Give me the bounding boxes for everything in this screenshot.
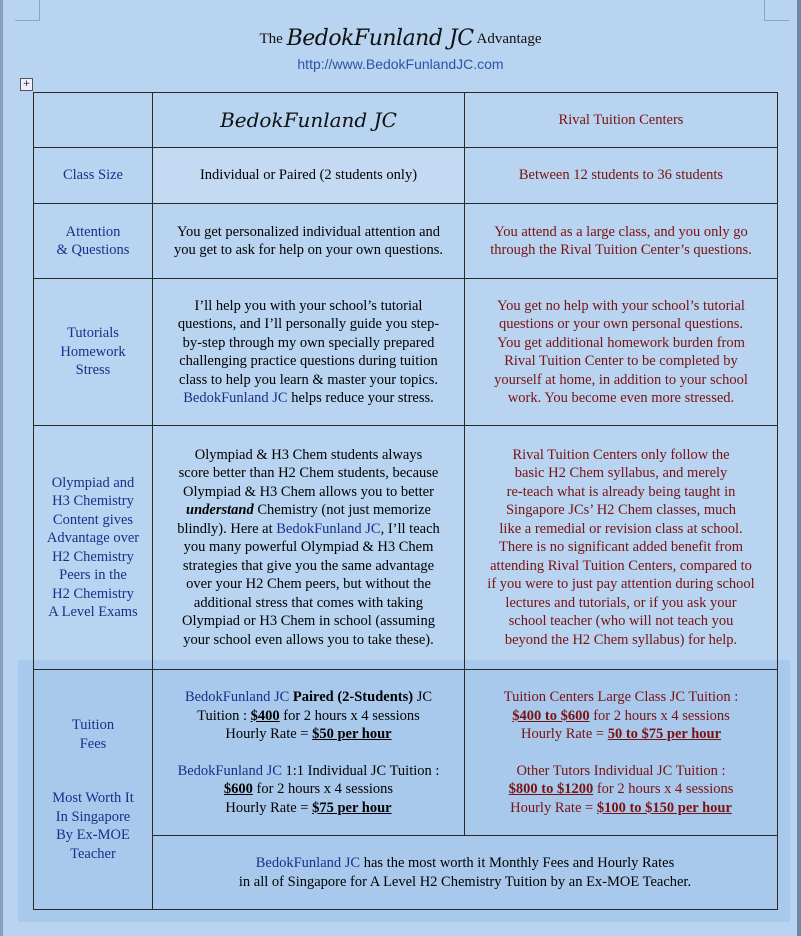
text-fragment: for 2 hours x 4 sessions bbox=[589, 707, 730, 724]
title-suffix: Advantage bbox=[476, 31, 542, 47]
table-header-row bbox=[34, 93, 778, 148]
text-fragment: helps reduce your stress. bbox=[287, 390, 434, 406]
text-line: You get no help with your school’s tutorial bbox=[497, 297, 745, 314]
document-title bbox=[0, 24, 801, 54]
document-header bbox=[0, 24, 801, 74]
table-row-tutorials bbox=[34, 279, 778, 426]
title-prefix: The bbox=[259, 31, 283, 47]
table-row-attention bbox=[34, 204, 778, 279]
text-line bbox=[159, 520, 458, 539]
text-line bbox=[471, 725, 771, 744]
label-line: H2 Chemistry bbox=[52, 548, 134, 565]
rival-fees bbox=[465, 670, 778, 836]
text-line: your school even allows you to take these). bbox=[183, 631, 434, 648]
text-line bbox=[471, 799, 771, 818]
text-line: Olympiad & H3 Chem allows you to better bbox=[183, 483, 434, 500]
rival-individual-rate: $100 to $150 per hour bbox=[596, 799, 732, 816]
text-line: questions or your own personal questions. bbox=[498, 316, 744, 332]
rival-attention bbox=[465, 204, 778, 279]
rival-olympiad bbox=[465, 426, 778, 670]
table-move-handle-icon[interactable]: + bbox=[20, 78, 33, 91]
text-line: I’ll help you with your school’s tutorial bbox=[194, 297, 423, 314]
text-line: beyond the H2 Chem syllabus) for help. bbox=[504, 631, 738, 648]
title-brand: BedokFunland JC bbox=[286, 26, 474, 51]
text-line: work. You become even more stressed. bbox=[507, 390, 735, 406]
text-line: There is no significant added benefit from bbox=[498, 539, 743, 556]
text-line: school teacher (who will not teach you bbox=[508, 613, 734, 630]
text-fragment: for 2 hours x 4 sessions bbox=[252, 781, 394, 797]
label-line: Tuition bbox=[71, 717, 115, 733]
table-row-fees bbox=[34, 670, 778, 836]
page-corner-mark-right bbox=[764, 0, 789, 21]
paired-label: Paired (2-Students) bbox=[289, 689, 414, 705]
text-line: You get personalized individual attention and bbox=[176, 223, 441, 240]
text-line bbox=[159, 688, 458, 707]
text-fragment: 1:1 Individual JC Tuition : bbox=[281, 762, 440, 779]
table-row-class-size bbox=[34, 148, 778, 204]
label-line: In Singapore bbox=[55, 808, 131, 825]
text-line bbox=[471, 707, 771, 726]
brand-olympiad bbox=[153, 426, 465, 670]
text-fragment: has the most worth it Monthly Fees and Hourly Rates bbox=[360, 855, 675, 871]
text-line: over your H2 Chem peers, but without the bbox=[186, 576, 431, 593]
text-line: attending Rival Tuition Centers, compared to bbox=[490, 557, 752, 574]
row-label-attention bbox=[34, 204, 153, 279]
rival-group-fee: $400 to $600 bbox=[512, 707, 590, 724]
window-scrollbar-edge[interactable] bbox=[797, 0, 801, 936]
text-line: score better than H2 Chem students, because bbox=[178, 465, 439, 482]
text-line bbox=[159, 799, 458, 818]
spacer bbox=[40, 753, 146, 771]
label-line: Homework bbox=[60, 343, 126, 360]
spacer bbox=[159, 744, 458, 762]
text-line: Olympiad or H3 Chem in school (assuming bbox=[182, 613, 435, 630]
text-fragment: for 2 hours x 4 sessions bbox=[593, 781, 734, 797]
label-line: Attention bbox=[65, 223, 121, 240]
text-line: in all of Singapore for A Level H2 Chemistry Tuition by an Ex-MOE Teacher. bbox=[238, 873, 692, 890]
inline-brand: BedokFunland JC bbox=[183, 390, 288, 406]
text-line: re-teach what is already being taught in bbox=[506, 483, 736, 500]
text-line: challenging practice questions during tuition bbox=[179, 353, 438, 369]
label-line: Stress bbox=[75, 362, 111, 379]
inline-brand: BedokFunland JC bbox=[184, 689, 290, 705]
text-line bbox=[159, 725, 458, 744]
text-line: Singapore JCs’ H2 Chem classes, much bbox=[505, 502, 737, 519]
text-line: strategies that give you the same advantage bbox=[182, 557, 435, 574]
text-line: Tuition Centers Large Class JC Tuition : bbox=[503, 689, 739, 705]
paired-hourly-rate: $50 per hour bbox=[312, 726, 392, 742]
text-line: additional stress that comes with taking bbox=[193, 594, 424, 611]
text-line bbox=[159, 780, 458, 799]
inline-brand: BedokFunland JC bbox=[255, 855, 361, 871]
label-line: By Ex-MOE bbox=[56, 827, 130, 843]
fees-summary bbox=[153, 836, 778, 910]
text-line: through the Rival Tuition Center’s questions. bbox=[490, 242, 752, 258]
text-line: You attend as a large class, and you only go bbox=[494, 223, 748, 240]
text-line: Other Tutors Individual JC Tuition : bbox=[516, 762, 726, 779]
rival-individual-fee: $800 to $1200 bbox=[508, 781, 594, 797]
text-fragment: Hourly Rate = bbox=[225, 726, 313, 742]
comparison-table bbox=[33, 92, 778, 910]
individual-fee-amount: $600 bbox=[223, 781, 253, 797]
page-corner-mark-left bbox=[15, 0, 40, 21]
label-line: Advantage over bbox=[46, 530, 140, 546]
rival-group-rate: 50 to $75 per hour bbox=[607, 726, 722, 742]
text-line: like a remedial or revision class at school. bbox=[499, 520, 743, 537]
column-header-rival: Rival Tuition Centers bbox=[465, 93, 778, 148]
text-line bbox=[159, 854, 771, 873]
brand-fees bbox=[153, 670, 465, 836]
spacer bbox=[471, 744, 771, 762]
text-fragment: Hourly Rate = bbox=[510, 799, 597, 816]
text-line: basic H2 Chem syllabus, and merely bbox=[514, 465, 728, 482]
text-line bbox=[159, 707, 458, 726]
website-link[interactable]: http://www.BedokFunlandJC.com bbox=[297, 56, 504, 72]
brand-tutorials bbox=[153, 279, 465, 426]
table-row-olympiad bbox=[34, 426, 778, 670]
text-line: Rival Tuition Centers only follow the bbox=[512, 446, 730, 463]
rival-tutorials bbox=[465, 279, 778, 426]
text-fragment: JC bbox=[413, 689, 433, 705]
label-line: Teacher bbox=[70, 845, 116, 862]
row-label-fees bbox=[34, 670, 153, 910]
text-line bbox=[159, 501, 458, 520]
text-line: You get additional homework burden from bbox=[497, 334, 745, 351]
label-line: H2 Chemistry bbox=[52, 585, 134, 602]
label-line: Content gives bbox=[52, 511, 134, 528]
column-header-brand: BedokFunland JC bbox=[153, 93, 465, 148]
text-line: yourself at home, in addition to your school bbox=[494, 371, 748, 388]
text-line bbox=[471, 780, 771, 799]
label-line: Peers in the bbox=[59, 567, 127, 583]
brand-attention bbox=[153, 204, 465, 279]
text-fragment: Chemistry (not just memorize bbox=[253, 502, 431, 519]
label-line: H3 Chemistry bbox=[52, 493, 134, 509]
rival-class-size: Between 12 students to 36 students bbox=[465, 148, 778, 204]
text-line: Olympiad & H3 Chem students always bbox=[194, 446, 423, 463]
text-fragment: , I’ll teach bbox=[380, 520, 440, 537]
spacer bbox=[40, 771, 146, 789]
text-line: you get to ask for help on your own questions. bbox=[173, 242, 444, 258]
inline-brand: BedokFunland JC bbox=[177, 762, 282, 779]
label-line: Olympiad and bbox=[51, 474, 135, 491]
text-fragment: for 2 hours x 4 sessions bbox=[279, 707, 420, 724]
text-fragment: Hourly Rate = bbox=[225, 799, 313, 816]
text-line: Rival Tuition Center to be completed by bbox=[504, 353, 738, 369]
empty-header-cell bbox=[34, 93, 153, 148]
label-line: Tutorials bbox=[67, 325, 119, 342]
emphasis-understand: understand bbox=[186, 502, 254, 519]
label-line: & Questions bbox=[56, 242, 130, 258]
label-line: A Level Exams bbox=[48, 604, 138, 620]
label-line: Fees bbox=[79, 735, 107, 752]
text-line: you many powerful Olympiad & H3 Chem bbox=[183, 539, 434, 556]
text-line bbox=[159, 389, 458, 408]
text-line: by-step through my own specially prepared bbox=[182, 334, 435, 351]
paired-fee-amount: $400 bbox=[250, 707, 280, 724]
brand-class-size: Individual or Paired (2 students only) bbox=[153, 148, 465, 204]
text-line bbox=[159, 762, 458, 781]
text-line: questions, and I’ll personally guide you step- bbox=[177, 316, 440, 332]
text-line: class to help you learn & master your topics. bbox=[179, 371, 438, 388]
text-line: lectures and tutorials, or if you ask your bbox=[505, 594, 737, 611]
text-fragment: Hourly Rate = bbox=[520, 726, 608, 742]
individual-hourly-rate: $75 per hour bbox=[312, 799, 392, 816]
row-label-class-size: Class Size bbox=[34, 148, 153, 204]
text-fragment: blindly). Here at bbox=[177, 520, 277, 537]
text-fragment: Tuition : bbox=[197, 707, 251, 724]
row-label-tutorials bbox=[34, 279, 153, 426]
inline-brand: BedokFunland JC bbox=[276, 520, 381, 537]
window-left-edge bbox=[0, 0, 3, 936]
text-line: if you were to just pay attention during school bbox=[487, 576, 755, 593]
row-label-olympiad bbox=[34, 426, 153, 670]
label-line: Most Worth It bbox=[52, 790, 134, 806]
